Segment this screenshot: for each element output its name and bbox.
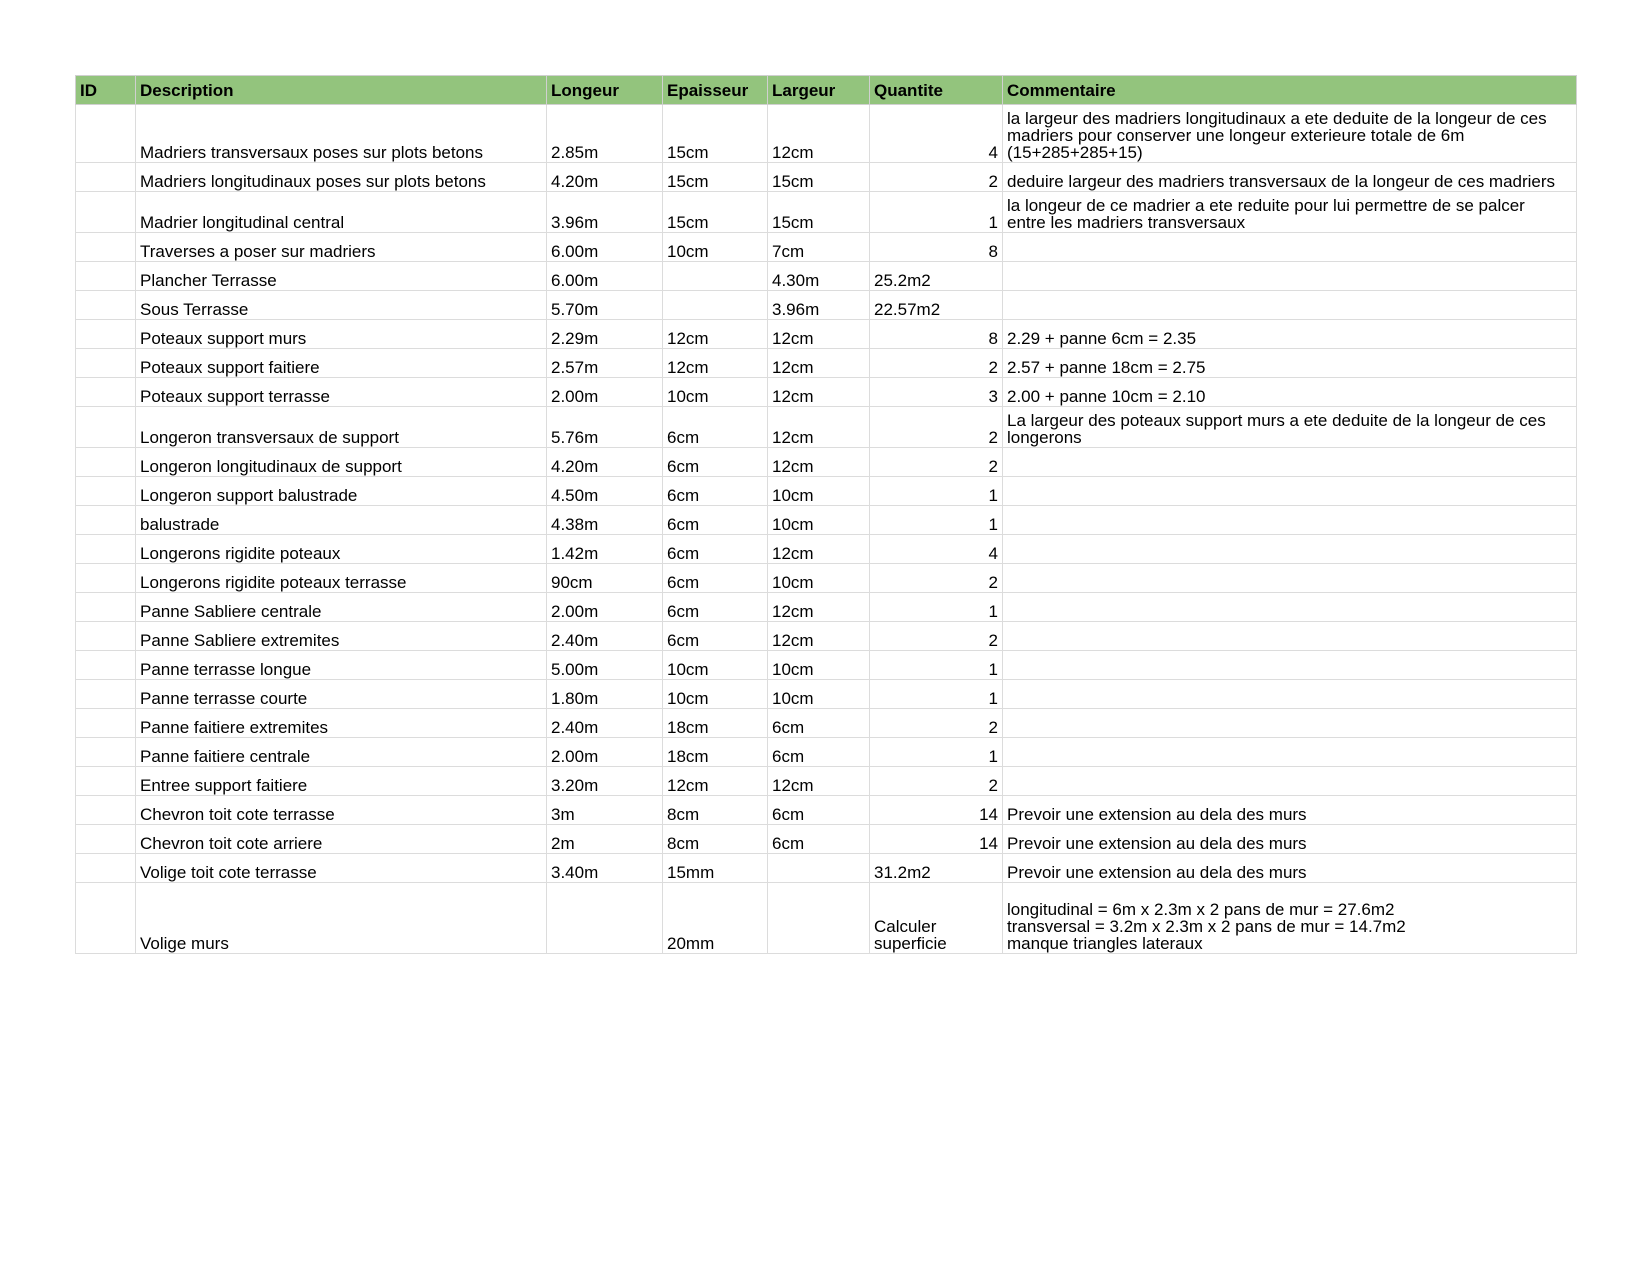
table-row	[76, 680, 1577, 709]
cell-quantite[interactable]: 4	[870, 105, 1003, 163]
cell-longueur[interactable]: 1.42m	[547, 535, 663, 564]
cell-commentaire[interactable]: Prevoir une extension au dela des murs	[1003, 796, 1577, 825]
table-row	[76, 477, 1577, 506]
cell-largeur[interactable]: 10cm	[768, 680, 870, 709]
cell-epaisseur[interactable]: 15mm	[663, 854, 768, 883]
cell-quantite[interactable]: 1	[870, 680, 1003, 709]
cell-description[interactable]: Longeron longitudinaux de support	[136, 448, 547, 477]
cell-description[interactable]: Volige murs	[136, 883, 547, 954]
cell-quantite[interactable]: 8	[870, 233, 1003, 262]
cell-longueur[interactable]: 5.00m	[547, 651, 663, 680]
table-row	[76, 163, 1577, 192]
table-row	[76, 738, 1577, 767]
cell-largeur[interactable]: 12cm	[768, 622, 870, 651]
cell-quantite[interactable]: 2	[870, 564, 1003, 593]
table-row	[76, 709, 1577, 738]
cell-quantite[interactable]: 1	[870, 192, 1003, 233]
cell-largeur[interactable]: 12cm	[768, 535, 870, 564]
cell-longueur[interactable]: 2.00m	[547, 378, 663, 407]
cell-largeur[interactable]	[768, 883, 870, 954]
cell-commentaire[interactable]	[1003, 593, 1577, 622]
table-row	[76, 291, 1577, 320]
cell-epaisseur[interactable]: 15cm	[663, 105, 768, 163]
table-row	[76, 854, 1577, 883]
cell-largeur[interactable]: 6cm	[768, 825, 870, 854]
cell-description[interactable]: Poteaux support faitiere	[136, 349, 547, 378]
cell-epaisseur[interactable]: 18cm	[663, 738, 768, 767]
header-longueur[interactable]: Longeur	[547, 76, 663, 105]
cell-id[interactable]	[76, 767, 136, 796]
cell-id[interactable]	[76, 796, 136, 825]
cell-quantite[interactable]: Calculer superficie	[870, 883, 1003, 954]
cell-quantite[interactable]: 4	[870, 535, 1003, 564]
cell-quantite[interactable]: 2	[870, 709, 1003, 738]
cell-epaisseur[interactable]	[663, 291, 768, 320]
table-body	[76, 105, 1577, 954]
cell-largeur[interactable]: 10cm	[768, 477, 870, 506]
table-row	[76, 105, 1577, 163]
table-row	[76, 651, 1577, 680]
cell-largeur[interactable]: 12cm	[768, 320, 870, 349]
cell-description[interactable]: Panne faitiere extremites	[136, 709, 547, 738]
cell-description[interactable]: Panne terrasse courte	[136, 680, 547, 709]
cell-longueur[interactable]: 2.00m	[547, 738, 663, 767]
cell-commentaire[interactable]: deduire largeur des madriers transversaux de la longeur de ces madriers	[1003, 163, 1577, 192]
cell-longueur[interactable]: 4.50m	[547, 477, 663, 506]
cell-commentaire[interactable]	[1003, 564, 1577, 593]
cell-epaisseur[interactable]: 6cm	[663, 477, 768, 506]
cell-id[interactable]	[76, 593, 136, 622]
cell-commentaire[interactable]	[1003, 233, 1577, 262]
cell-epaisseur[interactable]: 12cm	[663, 767, 768, 796]
cell-description[interactable]: Plancher Terrasse	[136, 262, 547, 291]
materials-table	[75, 75, 1577, 954]
cell-quantite[interactable]: 22.57m2	[870, 291, 1003, 320]
cell-commentaire[interactable]: 2.00 + panne 10cm = 2.10	[1003, 378, 1577, 407]
cell-epaisseur[interactable]: 6cm	[663, 407, 768, 448]
cell-epaisseur[interactable]: 12cm	[663, 349, 768, 378]
cell-epaisseur[interactable]: 6cm	[663, 506, 768, 535]
cell-longueur[interactable]: 90cm	[547, 564, 663, 593]
cell-epaisseur[interactable]: 10cm	[663, 378, 768, 407]
cell-commentaire[interactable]	[1003, 448, 1577, 477]
cell-longueur[interactable]: 2.40m	[547, 709, 663, 738]
cell-description[interactable]: Chevron toit cote arriere	[136, 825, 547, 854]
header-commentaire[interactable]: Commentaire	[1003, 76, 1577, 105]
cell-quantite[interactable]: 1	[870, 593, 1003, 622]
cell-id[interactable]	[76, 448, 136, 477]
table-row	[76, 448, 1577, 477]
table-row	[76, 378, 1577, 407]
cell-description[interactable]: Madriers transversaux poses sur plots betons	[136, 105, 547, 163]
cell-id[interactable]	[76, 320, 136, 349]
cell-description[interactable]: Longeron transversaux de support	[136, 407, 547, 448]
cell-longueur[interactable]: 5.70m	[547, 291, 663, 320]
cell-commentaire[interactable]	[1003, 506, 1577, 535]
cell-description[interactable]: balustrade	[136, 506, 547, 535]
table-row	[76, 535, 1577, 564]
cell-epaisseur[interactable]: 6cm	[663, 448, 768, 477]
cell-id[interactable]	[76, 709, 136, 738]
cell-commentaire[interactable]: La largeur des poteaux support murs a ete deduite de la longeur de ces longerons	[1003, 407, 1577, 448]
cell-largeur[interactable]: 10cm	[768, 651, 870, 680]
cell-description[interactable]: Sous Terrasse	[136, 291, 547, 320]
cell-quantite[interactable]: 3	[870, 378, 1003, 407]
header-row	[76, 76, 1577, 105]
cell-largeur[interactable]: 4.30m	[768, 262, 870, 291]
cell-longueur[interactable]: 3.20m	[547, 767, 663, 796]
table-row	[76, 349, 1577, 378]
spreadsheet	[75, 75, 1576, 954]
cell-quantite[interactable]: 1	[870, 477, 1003, 506]
cell-id[interactable]	[76, 262, 136, 291]
cell-commentaire[interactable]	[1003, 738, 1577, 767]
cell-description[interactable]: Panne terrasse longue	[136, 651, 547, 680]
cell-epaisseur[interactable]: 6cm	[663, 593, 768, 622]
cell-longueur[interactable]: 4.20m	[547, 448, 663, 477]
cell-commentaire[interactable]	[1003, 651, 1577, 680]
cell-id[interactable]	[76, 854, 136, 883]
cell-largeur[interactable]: 12cm	[768, 448, 870, 477]
cell-longueur[interactable]: 2.40m	[547, 622, 663, 651]
cell-epaisseur[interactable]: 15cm	[663, 163, 768, 192]
cell-longueur[interactable]: 6.00m	[547, 233, 663, 262]
cell-longueur[interactable]: 2.00m	[547, 593, 663, 622]
cell-quantite[interactable]: 31.2m2	[870, 854, 1003, 883]
cell-epaisseur[interactable]: 10cm	[663, 233, 768, 262]
cell-quantite[interactable]: 1	[870, 738, 1003, 767]
cell-id[interactable]	[76, 738, 136, 767]
cell-description[interactable]: Panne Sabliere extremites	[136, 622, 547, 651]
cell-commentaire[interactable]	[1003, 767, 1577, 796]
cell-epaisseur[interactable]: 18cm	[663, 709, 768, 738]
cell-largeur[interactable]: 10cm	[768, 506, 870, 535]
cell-commentaire[interactable]: 2.29 + panne 6cm = 2.35	[1003, 320, 1577, 349]
cell-commentaire[interactable]: la largeur des madriers longitudinaux a ete deduite de la longeur de ces madriers pour conserver une longeur exterieure totale de 6m (15+285+285+15)	[1003, 105, 1577, 163]
cell-commentaire[interactable]	[1003, 291, 1577, 320]
cell-largeur[interactable]: 15cm	[768, 192, 870, 233]
cell-quantite[interactable]: 2	[870, 163, 1003, 192]
cell-description[interactable]: Poteaux support murs	[136, 320, 547, 349]
cell-longueur[interactable]: 4.38m	[547, 506, 663, 535]
cell-id[interactable]	[76, 506, 136, 535]
cell-id[interactable]	[76, 825, 136, 854]
cell-epaisseur[interactable]: 15cm	[663, 192, 768, 233]
cell-quantite[interactable]: 14	[870, 825, 1003, 854]
cell-quantite[interactable]: 2	[870, 767, 1003, 796]
cell-id[interactable]	[76, 192, 136, 233]
cell-largeur[interactable]: 6cm	[768, 796, 870, 825]
header-epaisseur[interactable]: Epaisseur	[663, 76, 768, 105]
cell-longueur[interactable]: 2.85m	[547, 105, 663, 163]
cell-quantite[interactable]: 1	[870, 651, 1003, 680]
table-row	[76, 767, 1577, 796]
header-largeur[interactable]: Largeur	[768, 76, 870, 105]
cell-commentaire[interactable]	[1003, 477, 1577, 506]
table-row	[76, 622, 1577, 651]
cell-quantite[interactable]: 14	[870, 796, 1003, 825]
cell-id[interactable]	[76, 883, 136, 954]
cell-description[interactable]: Poteaux support terrasse	[136, 378, 547, 407]
cell-id[interactable]	[76, 105, 136, 163]
cell-largeur[interactable]: 12cm	[768, 378, 870, 407]
table-row	[76, 407, 1577, 448]
cell-id[interactable]	[76, 378, 136, 407]
cell-largeur[interactable]: 12cm	[768, 593, 870, 622]
cell-epaisseur[interactable]: 8cm	[663, 796, 768, 825]
cell-id[interactable]	[76, 291, 136, 320]
cell-largeur[interactable]: 12cm	[768, 767, 870, 796]
cell-quantite[interactable]: 25.2m2	[870, 262, 1003, 291]
table-row	[76, 593, 1577, 622]
cell-largeur[interactable]: 12cm	[768, 407, 870, 448]
cell-epaisseur[interactable]: 8cm	[663, 825, 768, 854]
cell-commentaire[interactable]: longitudinal = 6m x 2.3m x 2 pans de mur = 27.6m2 transversal = 3.2m x 2.3m x 2 pans de mur = 14.7m2 manque triangles lateraux	[1003, 883, 1577, 954]
cell-commentaire[interactable]: 2.57 + panne 18cm = 2.75	[1003, 349, 1577, 378]
cell-largeur[interactable]: 6cm	[768, 738, 870, 767]
cell-largeur[interactable]: 12cm	[768, 349, 870, 378]
cell-longueur[interactable]: 5.76m	[547, 407, 663, 448]
cell-quantite[interactable]: 2	[870, 349, 1003, 378]
cell-largeur[interactable]: 12cm	[768, 105, 870, 163]
cell-commentaire[interactable]: Prevoir une extension au dela des murs	[1003, 854, 1577, 883]
cell-id[interactable]	[76, 477, 136, 506]
cell-epaisseur[interactable]: 6cm	[663, 622, 768, 651]
cell-description[interactable]: Volige toit cote terrasse	[136, 854, 547, 883]
cell-id[interactable]	[76, 622, 136, 651]
cell-id[interactable]	[76, 564, 136, 593]
cell-longueur[interactable]	[547, 883, 663, 954]
cell-commentaire[interactable]	[1003, 680, 1577, 709]
cell-description[interactable]: Chevron toit cote terrasse	[136, 796, 547, 825]
cell-commentaire[interactable]	[1003, 262, 1577, 291]
cell-id[interactable]	[76, 349, 136, 378]
cell-epaisseur[interactable]: 10cm	[663, 651, 768, 680]
cell-longueur[interactable]: 3.40m	[547, 854, 663, 883]
cell-id[interactable]	[76, 407, 136, 448]
table-row	[76, 506, 1577, 535]
cell-largeur[interactable]: 6cm	[768, 709, 870, 738]
table-row	[76, 825, 1577, 854]
cell-quantite[interactable]: 1	[870, 506, 1003, 535]
table-row	[76, 233, 1577, 262]
cell-commentaire[interactable]	[1003, 622, 1577, 651]
cell-epaisseur[interactable]: 20mm	[663, 883, 768, 954]
cell-description[interactable]: Longerons rigidite poteaux terrasse	[136, 564, 547, 593]
cell-longueur[interactable]: 1.80m	[547, 680, 663, 709]
cell-id[interactable]	[76, 163, 136, 192]
cell-id[interactable]	[76, 680, 136, 709]
table-row	[76, 796, 1577, 825]
cell-description[interactable]: Madrier longitudinal central	[136, 192, 547, 233]
cell-longueur[interactable]: 4.20m	[547, 163, 663, 192]
cell-commentaire[interactable]: la longeur de ce madrier a ete reduite pour lui permettre de se palcer entre les madriers transversaux	[1003, 192, 1577, 233]
cell-largeur[interactable]	[768, 854, 870, 883]
table-row	[76, 192, 1577, 233]
table-row	[76, 564, 1577, 593]
cell-quantite[interactable]: 2	[870, 622, 1003, 651]
table-row	[76, 262, 1577, 291]
table-row	[76, 883, 1577, 954]
cell-epaisseur[interactable]: 10cm	[663, 680, 768, 709]
cell-largeur[interactable]: 15cm	[768, 163, 870, 192]
cell-description[interactable]: Traverses a poser sur madriers	[136, 233, 547, 262]
cell-longueur[interactable]: 2.29m	[547, 320, 663, 349]
cell-longueur[interactable]: 2m	[547, 825, 663, 854]
cell-id[interactable]	[76, 233, 136, 262]
cell-longueur[interactable]: 3m	[547, 796, 663, 825]
cell-description[interactable]: Panne Sabliere centrale	[136, 593, 547, 622]
cell-id[interactable]	[76, 651, 136, 680]
cell-quantite[interactable]: 8	[870, 320, 1003, 349]
header-description[interactable]: Description	[136, 76, 547, 105]
cell-longueur[interactable]: 3.96m	[547, 192, 663, 233]
cell-largeur[interactable]: 10cm	[768, 564, 870, 593]
cell-description[interactable]: Longerons rigidite poteaux	[136, 535, 547, 564]
cell-epaisseur[interactable]: 6cm	[663, 535, 768, 564]
header-quantite[interactable]: Quantite	[870, 76, 1003, 105]
cell-commentaire[interactable]	[1003, 709, 1577, 738]
cell-id[interactable]	[76, 535, 136, 564]
table-row	[76, 320, 1577, 349]
cell-quantite[interactable]: 2	[870, 448, 1003, 477]
cell-description[interactable]: Panne faitiere centrale	[136, 738, 547, 767]
cell-largeur[interactable]: 7cm	[768, 233, 870, 262]
cell-largeur[interactable]: 3.96m	[768, 291, 870, 320]
cell-description[interactable]: Entree support faitiere	[136, 767, 547, 796]
cell-commentaire[interactable]: Prevoir une extension au dela des murs	[1003, 825, 1577, 854]
cell-longueur[interactable]: 2.57m	[547, 349, 663, 378]
cell-quantite[interactable]: 2	[870, 407, 1003, 448]
cell-epaisseur[interactable]: 12cm	[663, 320, 768, 349]
cell-epaisseur[interactable]: 6cm	[663, 564, 768, 593]
cell-description[interactable]: Madriers longitudinaux poses sur plots betons	[136, 163, 547, 192]
cell-description[interactable]: Longeron support balustrade	[136, 477, 547, 506]
cell-commentaire[interactable]	[1003, 535, 1577, 564]
cell-longueur[interactable]: 6.00m	[547, 262, 663, 291]
cell-epaisseur[interactable]	[663, 262, 768, 291]
header-id[interactable]: ID	[76, 76, 136, 105]
